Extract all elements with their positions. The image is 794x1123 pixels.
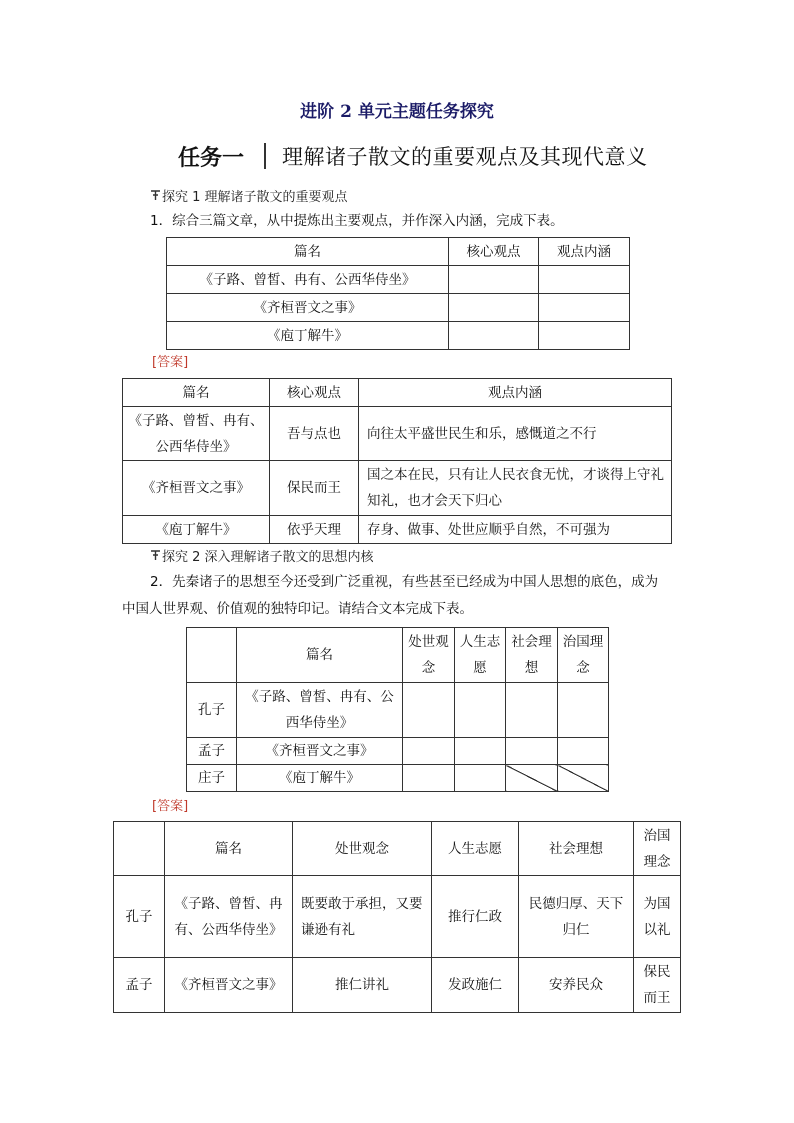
not-applicable-cell <box>506 765 558 792</box>
explore1-question: 1．综合三篇文章，从中提炼出主要观点，并作深入内涵，完成下表。 <box>150 213 564 229</box>
core-view-cell: 依乎天理 <box>270 516 359 544</box>
header-cell: 篇名 <box>167 238 449 266</box>
header-cell: 人生志愿 <box>455 628 506 683</box>
ideal-cell: 安养民众 <box>519 958 634 1013</box>
person-cell: 庄子 <box>187 765 237 792</box>
table-row <box>167 322 630 350</box>
core-view-cell: 吾与点也 <box>270 407 359 461</box>
answer-tag: [答案] <box>152 355 189 370</box>
task-title: 理解诸子散文的重要观点及其现代意义 <box>282 145 648 169</box>
header-cell: 篇名 <box>123 379 270 407</box>
meaning-cell: 向往太平盛世民生和乐，感慨道之不行 <box>359 407 672 461</box>
header-cell: 核心观点 <box>270 379 359 407</box>
table-row <box>167 294 630 322</box>
nail-icon <box>150 189 161 204</box>
table-row <box>187 683 609 738</box>
blank-cell <box>449 322 539 350</box>
explore2-heading <box>150 546 374 565</box>
explore2-question-line1: 2．先秦诸子的思想至今还受到广泛重视，有些甚至已经成为中国人思想的底色，成为 <box>150 574 659 590</box>
blank-cell <box>558 738 609 765</box>
explore2-answer-table <box>113 821 681 1013</box>
task-header <box>178 140 648 172</box>
title-cell: 《庖丁解牛》 <box>167 322 449 350</box>
header-cell: 篇名 <box>165 822 293 876</box>
task-divider <box>264 143 266 169</box>
core-view-cell: 保民而王 <box>270 461 359 516</box>
header-cell: 社会理想 <box>506 628 558 683</box>
table-row <box>167 266 630 294</box>
explore1-heading-text: 探究 1 理解诸子散文的重要观点 <box>162 190 348 205</box>
meaning-cell: 国之本在民，只有让人民衣食无忧，才谈得上守礼知礼，也才会天下归心 <box>359 461 672 516</box>
title-cell: 《子路、曾皙、冉有、公西华侍坐》 <box>237 683 403 738</box>
answer-tag: [答案] <box>152 799 189 814</box>
explore2-heading-text: 探究 2 深入理解诸子散文的思想内核 <box>162 550 374 565</box>
blank-cell <box>539 266 630 294</box>
explore1-blank-table <box>166 237 630 350</box>
ideal-cell: 民德归厚、天下归仁 <box>519 876 634 958</box>
table-row <box>187 738 609 765</box>
header-cell: 观点内涵 <box>359 379 672 407</box>
blank-cell <box>539 294 630 322</box>
header-cell: 核心观点 <box>449 238 539 266</box>
table-header-row <box>114 822 681 876</box>
nail-icon <box>150 549 161 564</box>
header-cell: 治国理念 <box>634 822 681 876</box>
header-cell: 处世观念 <box>403 628 455 683</box>
blank-cell <box>449 266 539 294</box>
blank-cell <box>403 683 455 738</box>
table-header-row <box>167 238 630 266</box>
table-row <box>114 958 681 1013</box>
header-cell: 社会理想 <box>519 822 634 876</box>
governance-cell: 保民而王 <box>634 958 681 1013</box>
blank-cell <box>455 765 506 792</box>
title-cell: 《齐桓晋文之事》 <box>237 738 403 765</box>
table-row <box>187 765 609 792</box>
person-cell: 孟子 <box>114 958 165 1013</box>
explore2-question-line2: 中国人世界观、价值观的独特印记。请结合文本完成下表。 <box>122 601 473 617</box>
title-cell: 《齐桓晋文之事》 <box>167 294 449 322</box>
table-header-row <box>123 379 672 407</box>
governance-cell: 为国以礼 <box>634 876 681 958</box>
title-cell: 《子路、曾皙、冉有、公西华侍坐》 <box>123 407 270 461</box>
blank-cell <box>187 628 237 683</box>
table-row <box>123 516 672 544</box>
header-cell: 篇名 <box>237 628 403 683</box>
page-title: 进阶 2 单元主题任务探究 <box>300 102 494 122</box>
header-cell: 治国理念 <box>558 628 609 683</box>
header-cell: 处世观念 <box>293 822 432 876</box>
header-cell: 观点内涵 <box>539 238 630 266</box>
explore1-heading <box>150 186 348 205</box>
explore1-answer-table <box>122 378 672 544</box>
title-cell: 《齐桓晋文之事》 <box>165 958 293 1013</box>
title-cell: 《庖丁解牛》 <box>237 765 403 792</box>
task-label: 任务一 <box>178 144 245 171</box>
blank-cell <box>455 738 506 765</box>
person-cell: 孟子 <box>187 738 237 765</box>
conduct-cell: 推仁讲礼 <box>293 958 432 1013</box>
blank-cell <box>506 738 558 765</box>
person-cell: 孔子 <box>187 683 237 738</box>
blank-cell <box>506 683 558 738</box>
title-cell: 《子路、曾皙、冉有、公西华侍坐》 <box>165 876 293 958</box>
explore2-blank-table <box>186 627 609 792</box>
blank-cell <box>455 683 506 738</box>
header-cell: 人生志愿 <box>432 822 519 876</box>
blank-cell <box>449 294 539 322</box>
meaning-cell: 存身、做事、处世应顺乎自然，不可强为 <box>359 516 672 544</box>
aspiration-cell: 推行仁政 <box>432 876 519 958</box>
table-header-row <box>187 628 609 683</box>
not-applicable-cell <box>558 765 609 792</box>
table-row <box>114 876 681 958</box>
blank-cell <box>403 765 455 792</box>
aspiration-cell: 发政施仁 <box>432 958 519 1013</box>
blank-cell <box>114 822 165 876</box>
person-cell: 孔子 <box>114 876 165 958</box>
blank-cell <box>539 322 630 350</box>
table-row <box>123 407 672 461</box>
title-cell: 《齐桓晋文之事》 <box>123 461 270 516</box>
blank-cell <box>403 738 455 765</box>
table-row <box>123 461 672 516</box>
blank-cell <box>558 683 609 738</box>
title-cell: 《子路、曾皙、冉有、公西华侍坐》 <box>167 266 449 294</box>
title-cell: 《庖丁解牛》 <box>123 516 270 544</box>
conduct-cell: 既要敢于承担，又要谦逊有礼 <box>293 876 432 958</box>
